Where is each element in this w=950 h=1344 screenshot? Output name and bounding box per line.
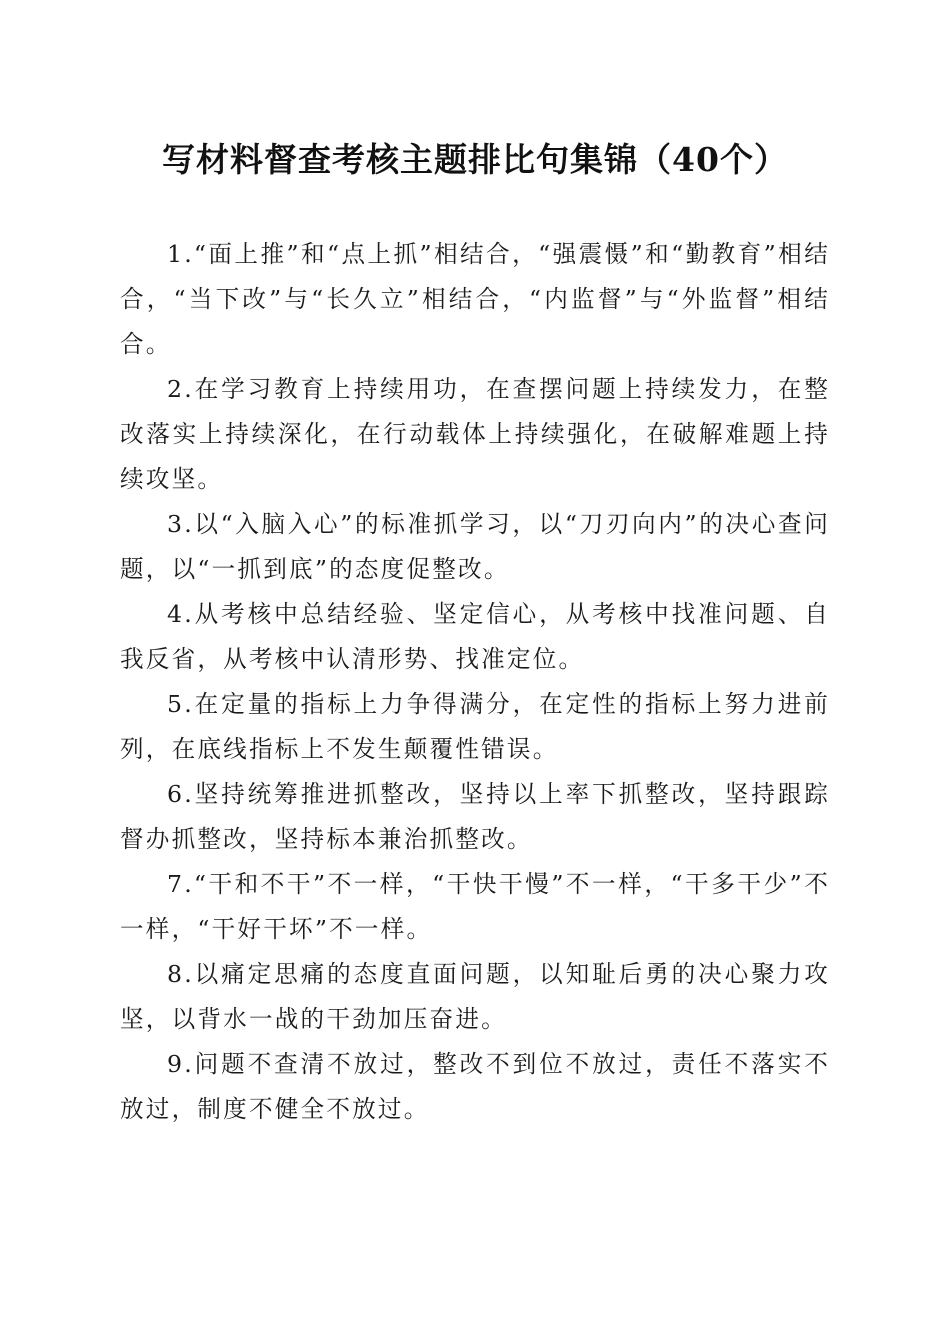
list-item: 4.从考核中总结经验、坚定信心，从考核中找准问题、自我反省，从考核中认清形势、找准定位。	[120, 600, 830, 673]
list-item: 3.以“入脑入心”的标准抓学习，以“刀刃向内”的决心查问题，以“一抓到底”的态度促整改。	[120, 510, 830, 583]
list-item: 9.问题不查清不放过，整改不到位不放过，责任不落实不放过，制度不健全不放过。	[120, 1050, 830, 1123]
list-item: 7.“干和不干”不一样，“干快干慢”不一样，“干多干少”不一样，“干好干坏”不一样。	[120, 870, 830, 943]
document-title: 写材料督查考核主题排比句集锦（40个）	[162, 140, 788, 179]
list-item: 2.在学习教育上持续用功，在查摆问题上持续发力，在整改落实上持续深化，在行动载体上持续强化，在破解难题上持续攻坚。	[120, 375, 830, 493]
list-item: 8.以痛定思痛的态度直面问题，以知耻后勇的决心聚力攻坚，以背水一战的干劲加压奋进。	[120, 960, 830, 1033]
list-item: 6.坚持统筹推进抓整改，坚持以上率下抓整改，坚持跟踪督办抓整改，坚持标本兼治抓整改。	[120, 780, 830, 853]
list-item: 5.在定量的指标上力争得满分，在定性的指标上努力进前列，在底线指标上不发生颠覆性错误。	[120, 690, 830, 763]
list-item: 1.“面上推”和“点上抓”相结合，“强震慑”和“勤教育”相结合，“当下改”与“长久立”相结合，“内监督”与“外监督”相结合。	[120, 240, 830, 358]
document-body	[120, 232, 830, 1132]
